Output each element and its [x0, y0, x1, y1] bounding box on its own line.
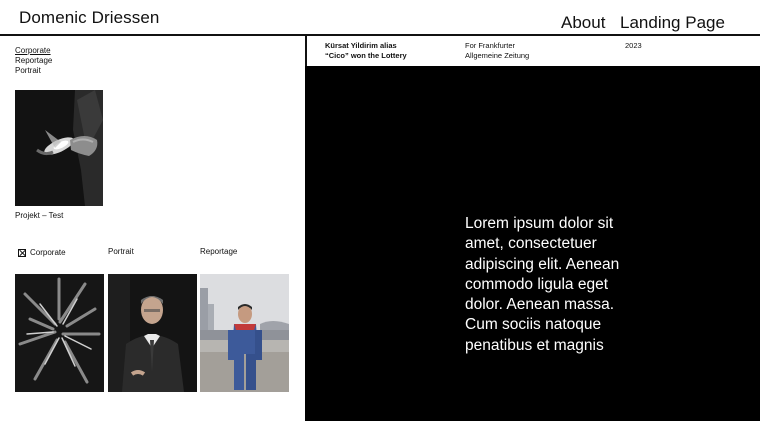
project-list-column	[0, 36, 305, 421]
project-client	[465, 41, 575, 61]
portrait-thumbnail[interactable]	[108, 274, 197, 392]
leaves-photo	[15, 274, 104, 392]
filter-reportage[interactable]: Reportage	[15, 56, 53, 65]
site-title-link[interactable]: Domenic Driessen	[19, 8, 160, 27]
man-in-suit-photo	[108, 274, 197, 392]
project-text-panel	[305, 66, 760, 421]
reportage-thumbnail[interactable]	[200, 274, 289, 392]
nav-landing-page-link[interactable]: Landing Page	[620, 13, 725, 32]
project-info-bar	[307, 36, 760, 66]
category-label: Corporate	[30, 248, 66, 257]
category-label: Portrait	[108, 247, 134, 256]
filter-portrait[interactable]: Portrait	[15, 66, 41, 75]
project-title-line: Kürsat Yildirim alias	[325, 41, 397, 50]
corporate-thumbnail[interactable]	[15, 274, 104, 392]
man-in-jacket-photo	[200, 274, 289, 392]
nav-about-link[interactable]: About	[561, 13, 606, 32]
featured-project-caption[interactable]: Projekt – Test	[15, 211, 64, 220]
site-header	[0, 0, 760, 36]
category-portrait[interactable]	[108, 247, 134, 256]
project-title-line: “Cico” won the Lottery	[325, 51, 407, 60]
checkbox-checked-icon[interactable]	[18, 249, 26, 257]
project-description: Lorem ipsum dolor sit amet, consectetuer adipiscing elit. Aenean commodo ligula eget dolor. Aenean massa. Cum sociis natoque penatibus et magnis	[465, 215, 620, 354]
project-year: 2023	[625, 41, 642, 50]
category-corporate[interactable]	[18, 248, 66, 257]
filter-corporate[interactable]: Corporate	[15, 46, 51, 55]
category-label: Reportage	[200, 247, 238, 256]
featured-project-image[interactable]	[15, 90, 103, 206]
project-client-line: Allgemeine Zeitung	[465, 51, 530, 60]
filter-list	[15, 46, 52, 76]
project-client-line: For Frankfurter	[465, 41, 516, 50]
project-title	[325, 41, 445, 61]
category-reportage[interactable]	[200, 247, 237, 256]
hands-light-photo	[15, 90, 103, 206]
